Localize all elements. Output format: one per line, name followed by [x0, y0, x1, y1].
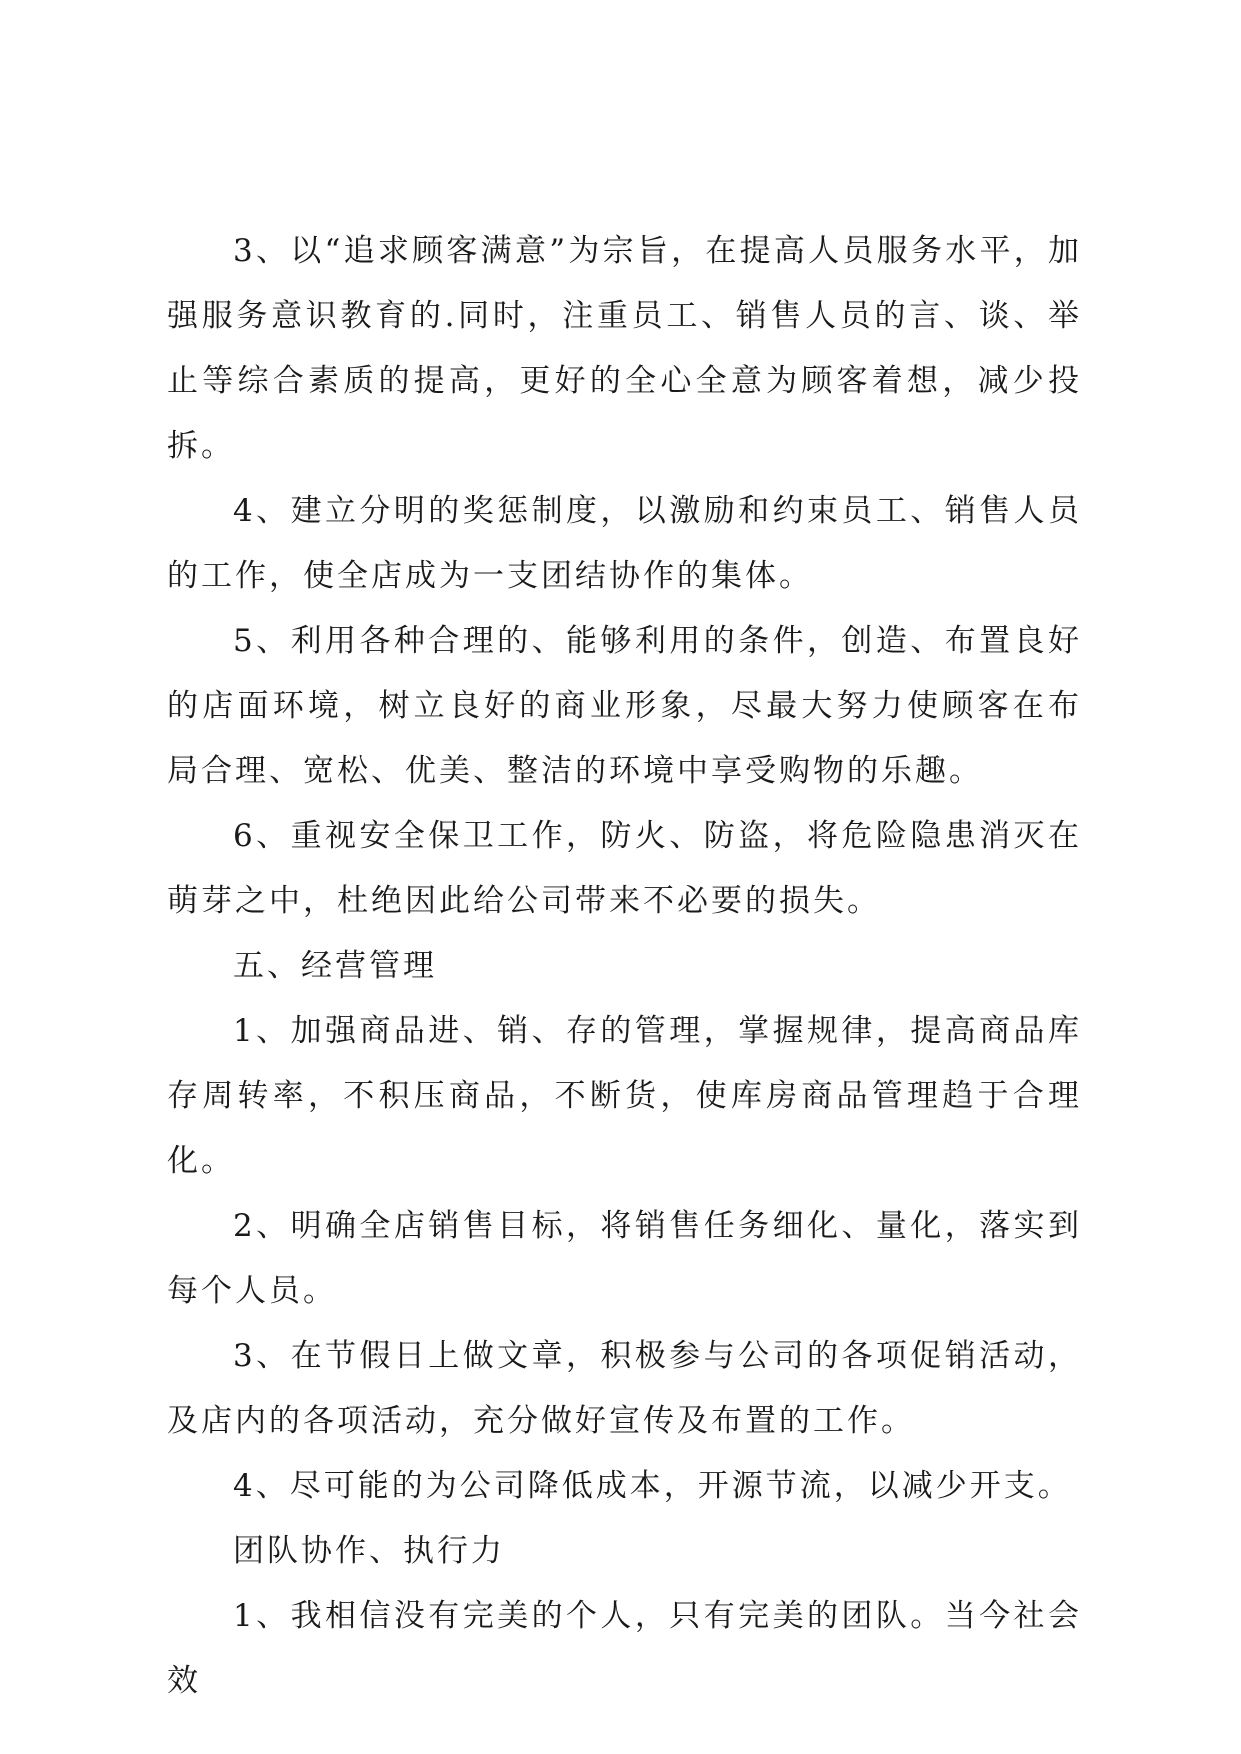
paragraph-holiday-promotions: 3、在节假日上做文章，积极参与公司的各项促销活动，及店内的各项活动，充分做好宣传及布置的工作。	[167, 1338, 1082, 1439]
paragraph-reward-system: 4、建立分明的奖惩制度，以激励和约束员工、销售人员的工作，使全店成为一支团结协作的集体。	[167, 493, 1082, 594]
paragraph-inventory: 1、加强商品进、销、存的管理，掌握规律，提高商品库存周转率，不积压商品，不断货，使库房商品管理趋于合理化。	[167, 1013, 1082, 1179]
document-body	[167, 219, 1082, 1714]
paragraph-store-environment: 5、利用各种合理的、能够利用的条件，创造、布置良好的店面环境，树立良好的商业形象，尽最大努力使顾客在布局合理、宽松、优美、整洁的环境中享受购物的乐趣。	[167, 623, 1082, 789]
paragraph-sales-targets: 2、明确全店销售目标，将销售任务细化、量化，落实到每个人员。	[167, 1208, 1082, 1309]
paragraph-security: 6、重视安全保卫工作，防火、防盗，将危险隐患消灭在萌芽之中，杜绝因此给公司带来不必要的损失。	[167, 818, 1082, 919]
section-heading-operations: 五、经营管理	[233, 948, 437, 984]
paragraph-cost-reduction: 4、尽可能的为公司降低成本，开源节流，以减少开支。	[233, 1468, 1072, 1504]
section-heading-teamwork: 团队协作、执行力	[233, 1533, 505, 1569]
paragraph-team: 1、我相信没有完美的个人，只有完美的团队。当今社会效	[167, 1598, 1082, 1699]
paragraph-service-goal: 3、以“追求顾客满意”为宗旨，在提高人员服务水平，加强服务意识教育的.同时，注重员工、销售人员的言、谈、举止等综合素质的提高，更好的全心全意为顾客着想，减少投拆。	[167, 233, 1082, 464]
